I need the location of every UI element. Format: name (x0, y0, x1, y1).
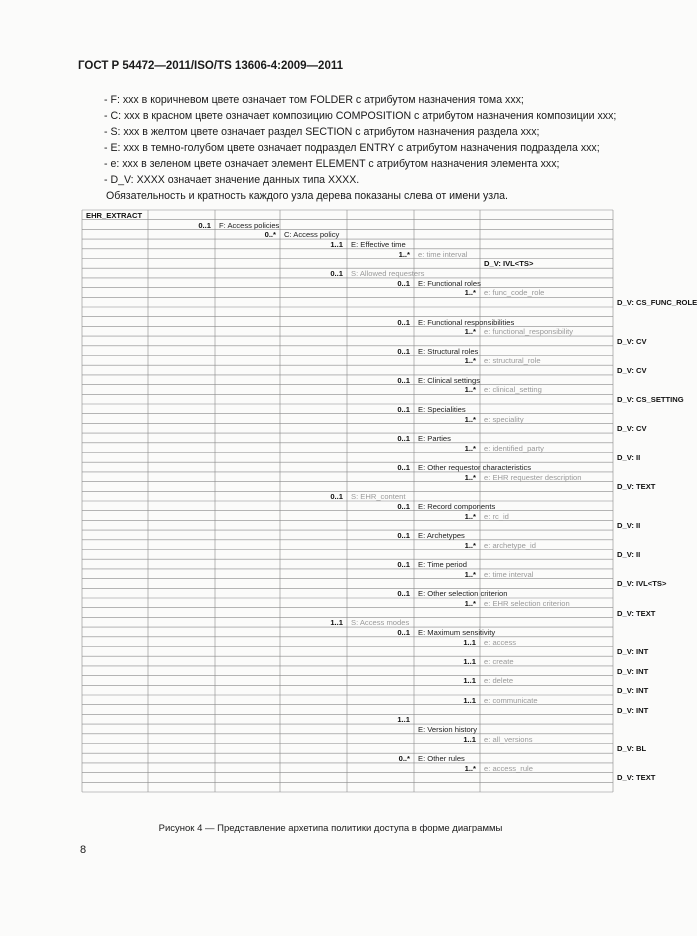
node-label-cell: D_V: II (617, 453, 641, 463)
multiplicity-cell: 1..1 (463, 695, 476, 705)
node-label-cell: E: Clinical settings (418, 375, 481, 385)
node-label-cell: S: Access modes (351, 618, 410, 628)
node-label-cell: e: rc_id (484, 511, 509, 521)
multiplicity-cell: 1..1 (463, 734, 476, 744)
multiplicity-cell: 0..1 (397, 317, 410, 327)
multiplicity-cell: 1..* (464, 327, 476, 337)
node-label-cell: e: speciality (484, 414, 524, 424)
multiplicity-cell: 0..* (398, 754, 410, 763)
node-label-cell: E: Parties (418, 433, 451, 443)
multiplicity-cell: 1..1 (463, 676, 476, 686)
multiplicity-cell: 1..* (464, 763, 476, 773)
multiplicity-cell: 0..1 (397, 404, 410, 414)
node-label-cell: e: archetype_id (484, 540, 536, 550)
node-label-cell: e: time interval (484, 569, 534, 579)
multiplicity-cell: 0..1 (198, 220, 211, 230)
legend-line-section: - S: xxx в желтом цвете означает раздел SECTION с атрибутом назначения раздела xxx; (104, 126, 540, 138)
multiplicity-cell: 1..1 (463, 637, 476, 647)
node-label-cell: D_V: INT (617, 705, 649, 715)
node-label-cell: D_V: TEXT (617, 482, 656, 492)
multiplicity-cell: 0..1 (397, 463, 410, 472)
node-label-cell: e: identified_party (484, 443, 544, 453)
node-label-cell: D_V: CV (617, 424, 647, 434)
node-label-cell: D_V: IVL<TS> (484, 259, 534, 269)
document-header: ГОСТ Р 54472—2011/ISO/TS 13606-4:2009—2011 (78, 60, 343, 72)
node-label-cell: e: EHR requester description (484, 472, 582, 482)
legend-line-entry: - E: xxx в темно-голубом цвете означает подраздел ENTRY с атрибутом назначения подраздела xxx; (104, 142, 600, 154)
node-label-cell: D_V: CV (617, 366, 647, 375)
multiplicity-cell: 1..* (464, 540, 476, 550)
multiplicity-cell: 0..1 (397, 346, 410, 356)
node-label-cell: D_V: INT (617, 686, 649, 696)
multiplicity-cell: 1..1 (330, 618, 343, 628)
node-label-cell: e: delete (484, 676, 514, 686)
node-label-cell: e: func_code_role (484, 288, 545, 298)
multiplicity-cell: 1..1 (397, 715, 410, 725)
legend-line-data-value: - D_V: XXXX означает значение данных типа XXXX. (104, 174, 360, 186)
node-label-cell: e: all_versions (484, 734, 533, 744)
page-number: 8 (80, 844, 87, 856)
multiplicity-cell: 1..1 (463, 657, 476, 666)
node-label-cell: D_V: II (617, 550, 641, 560)
multiplicity-cell: 1..* (464, 598, 476, 608)
node-label-cell: E: Record components (418, 501, 496, 511)
node-label-cell: e: time interval (418, 249, 468, 259)
archetype-tree-table (82, 210, 697, 800)
node-label-cell: E: Archetypes (418, 530, 465, 540)
node-label-cell: S: EHR_content (351, 492, 406, 502)
node-label-cell: E: Other rules (418, 754, 465, 763)
node-label-cell: EHR_EXTRACT (86, 210, 143, 220)
multiplicity-cell: 0..1 (397, 501, 410, 511)
node-label-cell: e: clinical_setting (484, 385, 542, 395)
node-label-cell: e: structural_role (484, 356, 541, 366)
node-label-cell: D_V: TEXT (617, 773, 656, 783)
node-label-cell: E: Version history (418, 724, 478, 734)
node-label-cell: E: Other selection criterion (418, 589, 508, 599)
multiplicity-cell: 0..1 (397, 278, 410, 288)
multiplicity-cell: 0..1 (397, 375, 410, 385)
multiplicity-cell: 0..* (264, 230, 276, 240)
node-label-cell: E: Time period (418, 560, 467, 569)
node-label-cell: e: create (484, 657, 514, 666)
multiplicity-cell: 1..* (464, 385, 476, 395)
legend-line-composition: - C: xxx в красном цвете означает композицию COMPOSITION с атрибутом назначения композиции xxx; (104, 110, 617, 122)
node-label-cell: e: EHR selection criterion (484, 598, 570, 608)
node-label-cell: F: Access policies (219, 220, 280, 230)
node-label-cell: E: Structural roles (418, 346, 479, 356)
node-label-cell: D_V: INT (617, 666, 649, 676)
multiplicity-cell: 0..1 (397, 560, 410, 569)
node-label-cell: D_V: TEXT (617, 608, 656, 618)
multiplicity-cell: 0..1 (397, 433, 410, 443)
node-label-cell: e: access_rule (484, 763, 533, 773)
multiplicity-cell: 0..1 (397, 530, 410, 540)
node-label-cell: E: Specialities (418, 404, 466, 414)
multiplicity-cell: 1..* (464, 569, 476, 579)
node-label-cell: D_V: IVL<TS> (617, 579, 667, 589)
node-label-cell: D_V: CS_FUNC_ROLE (617, 298, 697, 308)
multiplicity-cell: 1..* (398, 249, 410, 259)
node-label-cell: D_V: BL (617, 744, 647, 754)
node-label-cell: C: Access policy (284, 230, 340, 240)
multiplicity-cell: 0..1 (330, 269, 343, 278)
node-label-cell: E: Maximum sensitivity (418, 627, 496, 637)
node-label-cell: E: Functional roles (418, 278, 481, 288)
multiplicity-cell: 1..* (464, 356, 476, 366)
node-label-cell: e: communicate (484, 695, 538, 705)
multiplicity-cell: 1..* (464, 443, 476, 453)
node-label-cell: S: Allowed requesters (351, 269, 425, 278)
multiplicity-cell: 1..1 (330, 239, 343, 249)
node-label-cell: D_V: II (617, 521, 641, 531)
multiplicity-cell: 1..* (464, 511, 476, 521)
node-label-cell: E: Effective time (351, 239, 406, 249)
node-label-cell: e: access (484, 637, 517, 647)
multiplicity-cell: 0..1 (330, 492, 343, 502)
node-label-cell: E: Functional responsibilities (418, 317, 515, 327)
figure-caption: Рисунок 4 — Представление архетипа политики доступа в форме диаграммы (158, 823, 503, 834)
legend-note: Обязательность и кратность каждого узла дерева показаны слева от имени узла. (106, 190, 508, 202)
legend-line-folder: - F: xxx в коричневом цвете означает том FOLDER с атрибутом назначения тома xxx; (104, 94, 524, 106)
node-label-cell: e: functional_responsibility (484, 327, 574, 337)
multiplicity-cell: 0..1 (397, 627, 410, 637)
multiplicity-cell: 0..1 (397, 589, 410, 599)
legend-line-element: - e: xxx в зеленом цвете означает элемент ELEMENT с атрибутом назначения элемента xxx; (104, 158, 560, 170)
legend-block (104, 92, 616, 204)
node-label-cell: D_V: CV (617, 336, 647, 346)
node-label-cell: D_V: INT (617, 647, 649, 657)
node-label-cell: D_V: CS_SETTING (617, 395, 684, 405)
multiplicity-cell: 1..* (464, 288, 476, 298)
node-label-cell: E: Other requestor characteristics (418, 463, 532, 472)
multiplicity-cell: 1..* (464, 472, 476, 482)
multiplicity-cell: 1..* (464, 414, 476, 424)
